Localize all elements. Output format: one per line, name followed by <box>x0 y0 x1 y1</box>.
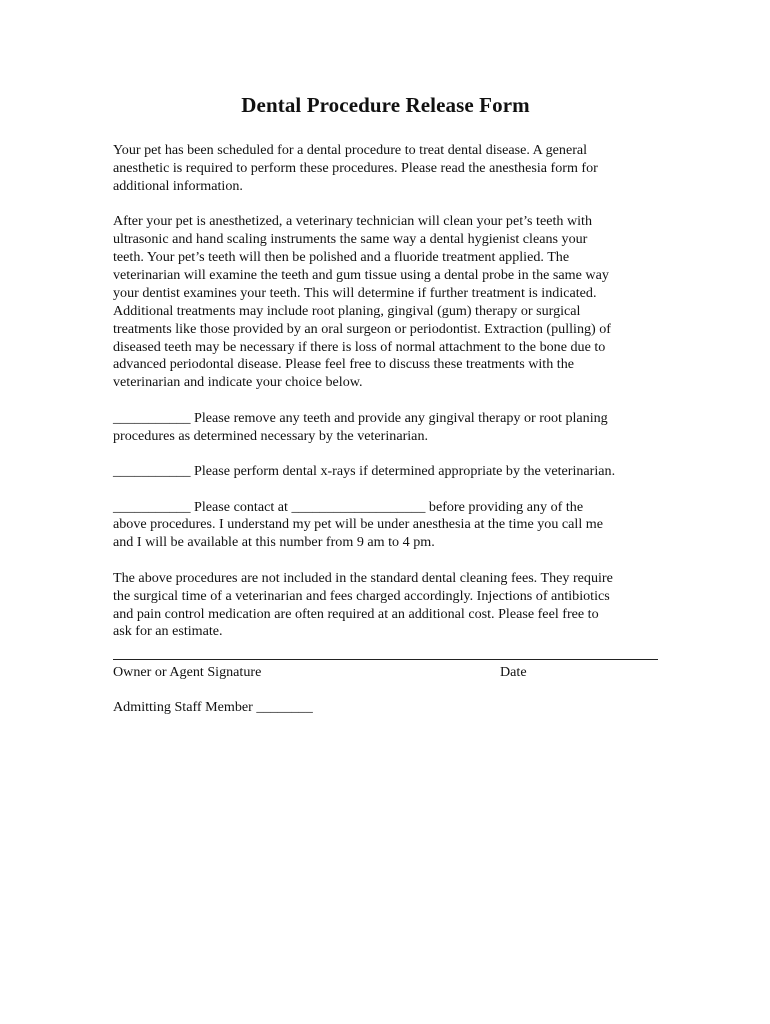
option-line: ___________ Please remove any teeth and provide any gingival therapy or root planing <box>113 409 608 426</box>
option-contact <box>113 499 658 553</box>
procedure-description-paragraph <box>113 213 658 392</box>
paragraph-line: teeth. Your pet’s teeth will then be polished and a fluoride treatment applied. The <box>113 249 570 266</box>
signature-line <box>113 659 658 660</box>
paragraph-line: advanced periodontal disease. Please feel free to discuss these treatments with the <box>113 356 575 373</box>
paragraph-line: veterinarian and indicate your choice below. <box>113 374 363 391</box>
owner-signature-label: Owner or Agent Signature <box>113 663 262 680</box>
paragraph-line: After your pet is anesthetized, a veterinary technician will clean your pet’s teeth with <box>113 213 593 230</box>
option-dental-xrays <box>113 463 658 481</box>
paragraph-line: ask for an estimate. <box>113 623 223 640</box>
paragraph-line: anesthetic is required to perform these procedures. Please read the anesthesia form for <box>113 159 598 176</box>
form-page <box>113 92 658 717</box>
paragraph-line: additional information. <box>113 177 243 194</box>
fees-paragraph <box>113 570 658 642</box>
paragraph-line: ultrasonic and hand scaling instruments the same way a dental hygienist cleans your <box>113 231 588 248</box>
paragraph-line: Your pet has been scheduled for a dental procedure to treat dental disease. A general <box>113 142 588 158</box>
paragraph-line: Additional treatments may include root planing, gingival (gum) therapy or surgical <box>113 302 581 319</box>
option-line: procedures as determined necessary by the veterinarian. <box>113 427 429 444</box>
paragraph-line: veterinarian will examine the teeth and gum tissue using a dental probe in the same way <box>113 266 609 283</box>
admitting-staff-field: Admitting Staff Member ________ <box>113 698 313 715</box>
option-line: ___________ Please contact at ___________________ before providing any of the <box>113 498 584 515</box>
option-line: and I will be available at this number from 9 am to 4 pm. <box>113 534 435 551</box>
option-line: ___________ Please perform dental x-rays if determined appropriate by the veterinarian. <box>113 463 616 480</box>
paragraph-line: and pain control medication are often required at an additional cost. Please feel free to <box>113 605 599 622</box>
paragraph-line: the surgical time of a veterinarian and fees charged accordingly. Injections of antibiotics <box>113 587 610 604</box>
date-label: Date <box>500 663 527 680</box>
intro-paragraph <box>113 142 658 196</box>
option-remove-teeth <box>113 410 658 446</box>
paragraph-line: treatments like those provided by an oral surgeon or periodontist. Extraction (pulling) of <box>113 320 611 337</box>
page-title: Dental Procedure Release Form <box>241 93 530 117</box>
signature-row <box>113 664 658 682</box>
paragraph-line: The above procedures are not included in the standard dental cleaning fees. They require <box>113 569 613 586</box>
option-line: above procedures. I understand my pet will be under anesthesia at the time you call me <box>113 516 603 533</box>
paragraph-line: diseased teeth may be necessary if there is loss of normal attachment to the bone due to <box>113 338 606 355</box>
paragraph-line: your dentist examines your teeth. This will determine if further treatment is indicated. <box>113 284 597 301</box>
